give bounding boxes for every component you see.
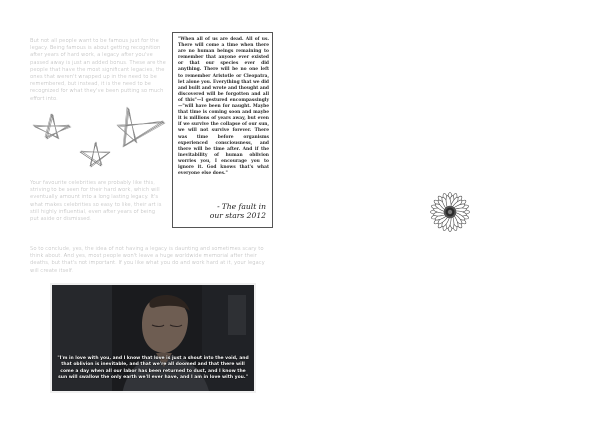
hand-drawn-stars-icon [28,104,168,176]
paragraph-legacy-recognition: But not all people want to be famous just for the legacy. Being famous is about getting recognition after years of hard work, a legacy after you've passed away is just an added bonus. These are the people that have the most significant legacies, the ones that weren't wrapped up in the need to be remembered, but instead, it is the need to be recognized for what they've been putting so much effort into. [30,38,166,102]
paragraph-conclusion: So to conclude, yes, the idea of not having a legacy is daunting and sometimes scary to think about. And yes, most people won't leave a huge worldwide memorial after their deaths, but that's not important. If you like what you do and work hard at it, your legacy will create itself. [30,246,265,274]
signature-dash: - [217,202,220,211]
quote-box [172,32,273,228]
signature-line-1: The fault in [221,202,266,211]
sunflower-icon [427,189,473,235]
quote-signature [196,203,266,220]
film-still [50,283,256,393]
quote-text: "When all of us are dead. All of us. There will come a time when there are no human beings remaining to remember that anyone ever existed or that our species ever did anything. There will be no one left to remember Aristotle or Cleopatra, let alone you. Everything that we did and built and wrote and thought and discovered will be forgotten and all of this"—I gestured encompassingly—"will have been for naught. Maybe that time is coming soon and maybe it is millions of years away, but even if we survive the collapse of our sun, we will not survive forever. There was time before organisms experienced consciousness, and there will be time after. And if the inevitability of human oblivion worries you, I encourage you to ignore it. God knows that's what everyone else does." [178,37,269,177]
signature-line-2: our stars 2012 [209,210,266,220]
film-still-caption: "I'm in love with you, and I know that love is just a shout into the void, and that oblivion is inevitable, and that we're all doomed and that there will come a day when all our labor has been returned to dust, and I know the sun will swallow the only earth we'll ever have, and I am in love with you." [57,356,249,381]
paragraph-favourite-celebrities: Your favourite celebrities are probably like this, striving to be seen for their hard work, which will eventually amount into a long lasting legacy. It's what makes celebrities so easy to like, their art is still highly influential, even after years of being put aside or dismissed. [30,180,162,223]
